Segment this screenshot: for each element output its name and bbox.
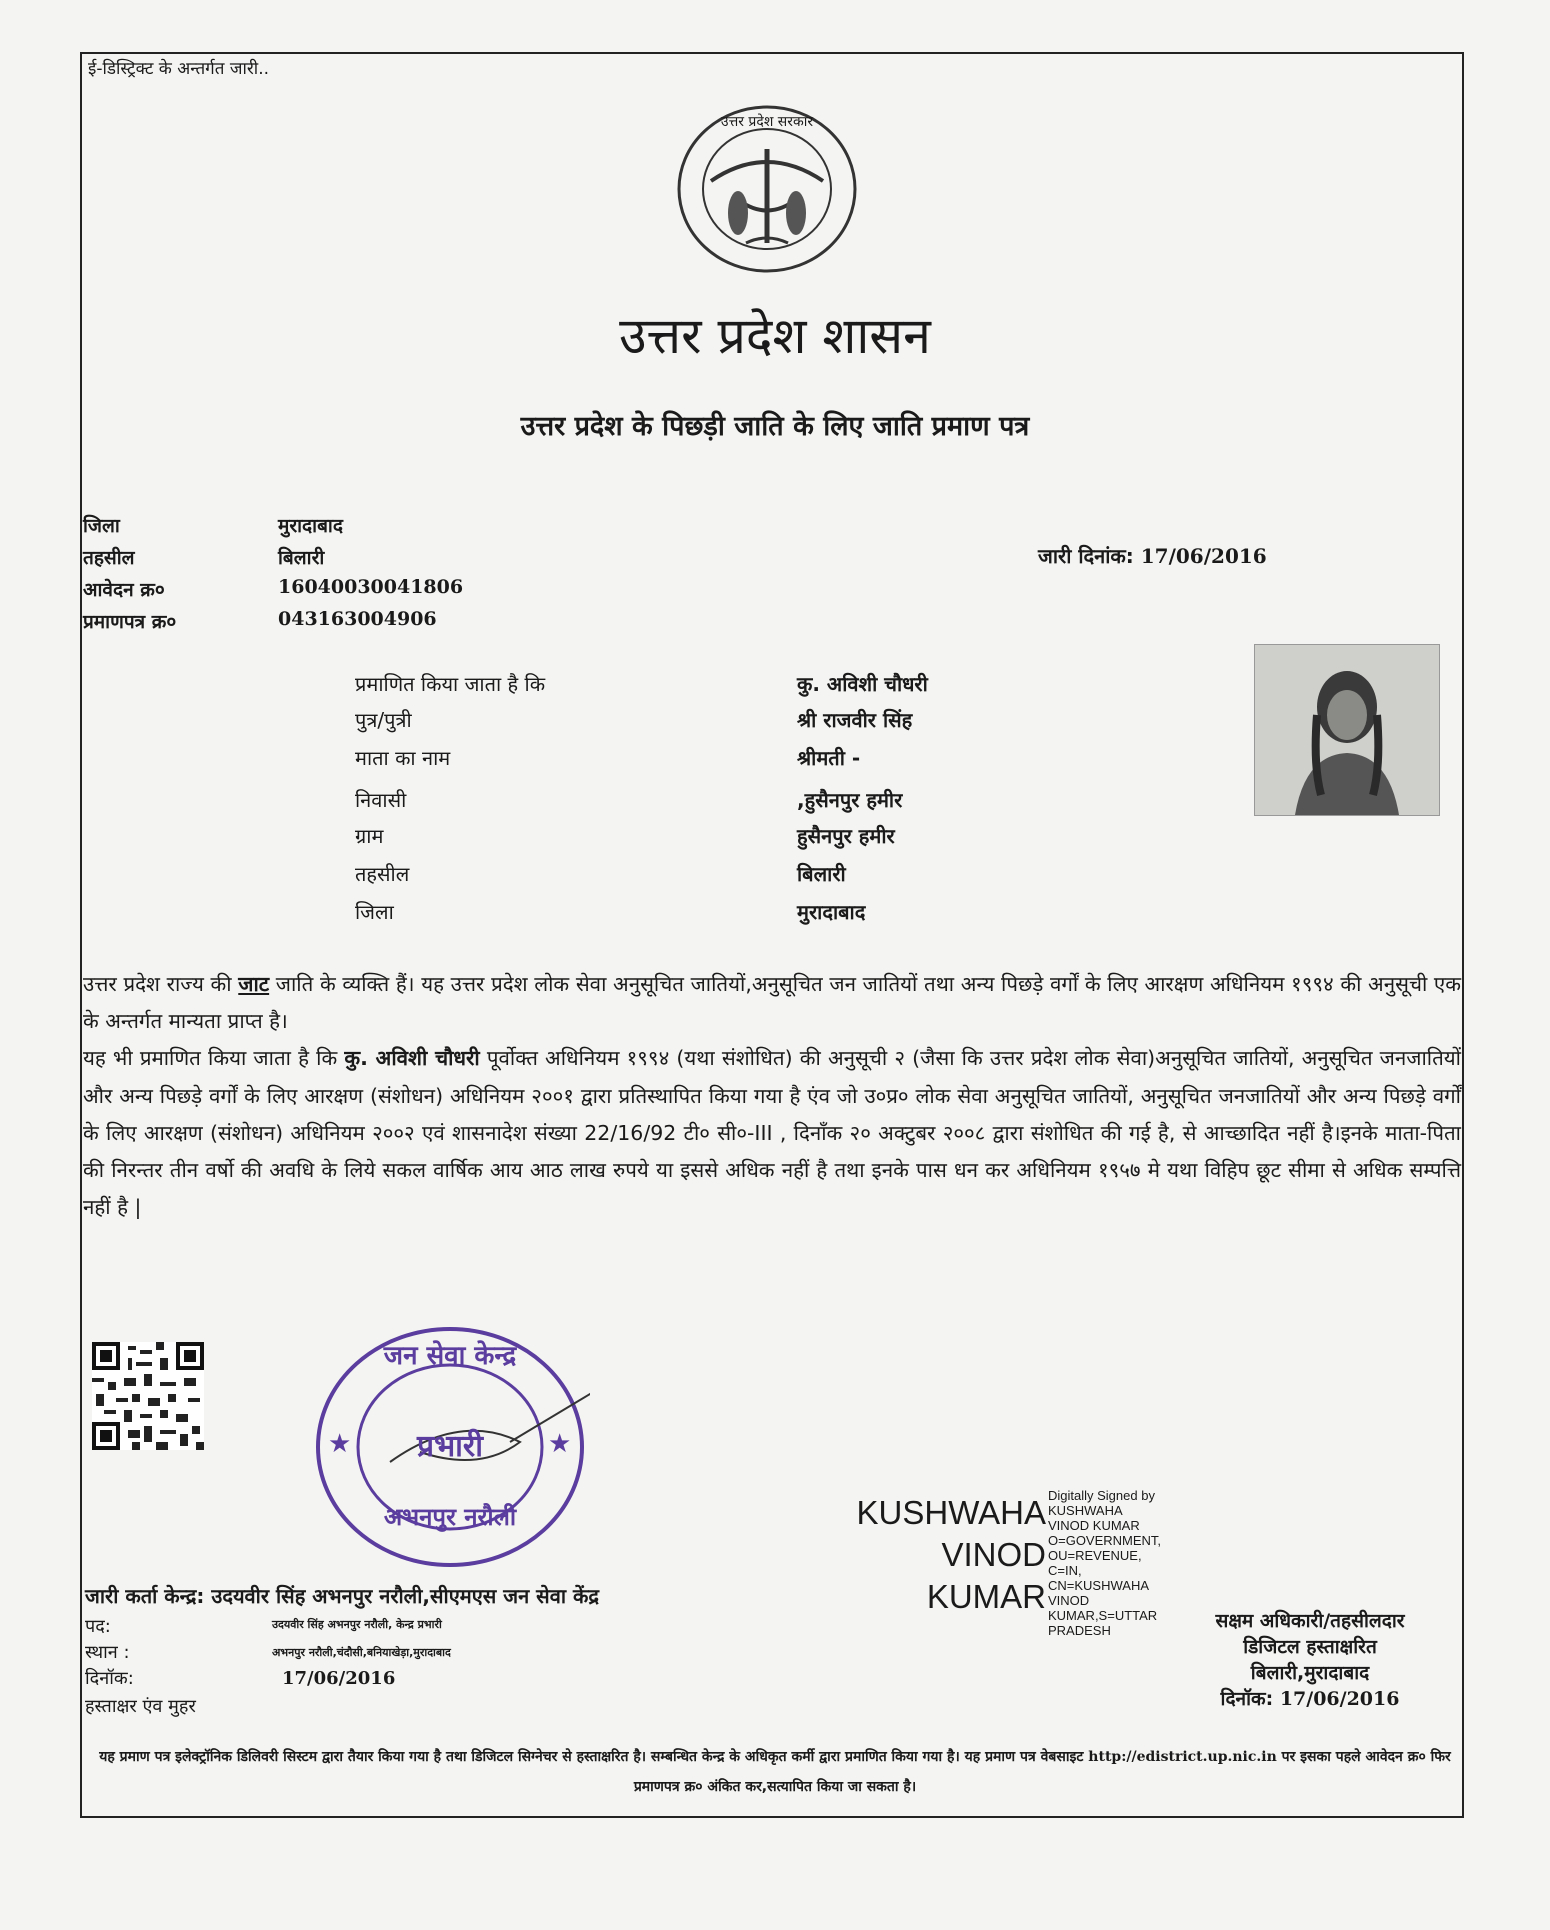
person-district-label: जिला bbox=[355, 900, 394, 924]
digital-sig-line: KUMAR,S=UTTAR bbox=[1048, 1608, 1158, 1623]
place-value: अभनपुर नरौली,चंदौसी,बनियाखेड़ा,मुरादाबाद bbox=[272, 1646, 451, 1659]
competent-authority bbox=[1160, 1608, 1460, 1712]
issue-date-value: 17/06/2016 bbox=[1140, 544, 1267, 568]
district-value: मुरादाबाद bbox=[278, 515, 343, 537]
village-label: ग्राम bbox=[355, 824, 384, 848]
authority-date-label: दिनॉक: bbox=[1220, 1688, 1274, 1710]
post-value: उदयवीर सिंह अभनपुर नरौली, केन्द्र प्रभारी bbox=[272, 1618, 442, 1631]
para1-start: उत्तर प्रदेश राज्य की bbox=[83, 972, 239, 996]
certificate-no-value: 043163004906 bbox=[278, 608, 437, 630]
applicant-photo bbox=[1254, 644, 1440, 816]
svg-text:★: ★ bbox=[548, 1429, 572, 1459]
signer-name-line: VINOD bbox=[941, 1536, 1046, 1573]
creamy-layer-paragraph bbox=[83, 1040, 1461, 1226]
issue-date-label: जारी दिनांक: bbox=[1038, 544, 1134, 568]
person-tehsil-value: बिलारी bbox=[797, 862, 846, 886]
certified-label: प्रमाणित किया जाता है कि bbox=[355, 672, 546, 696]
parent-label: पुत्र/पुत्री bbox=[355, 708, 412, 732]
para2-start: यह भी प्रमाणित किया जाता है कि bbox=[83, 1046, 345, 1071]
issuing-center-label: जारी कर्ता केन्द्र: bbox=[85, 1584, 205, 1608]
applicant-name: कु. अविशी चौधरी bbox=[797, 672, 928, 696]
stamp-bottom-text: अभनपुर नरौली bbox=[383, 1503, 517, 1531]
stamp-center-text: प्रभारी bbox=[417, 1429, 483, 1464]
signature-seal-label: हस्ताक्षर एंव मुहर bbox=[85, 1696, 196, 1717]
caste-name: जाट bbox=[238, 972, 270, 996]
tehsil-label: तहसील bbox=[83, 547, 135, 569]
tehsil-value: बिलारी bbox=[278, 547, 325, 569]
footer-text-start: यह प्रमाण पत्र इलेक्ट्रॉनिक डिलिवरी सिस्टम द्वारा तैयार किया गया है तथा डिजिटल सिग्नेचर से हस्ताक्षरित है। सम्बन्धित केन्द्र के अधिकृत कर्मी द्वारा प्रमाणित किया गया है। यह प्रमाण पत्र वेबसाइट bbox=[99, 1749, 1089, 1765]
mother-name: श्रीमती - bbox=[797, 746, 861, 770]
digital-sig-line: CN=KUSHWAHA bbox=[1048, 1578, 1150, 1593]
person-district-value: मुरादाबाद bbox=[797, 900, 866, 924]
resident-label: निवासी bbox=[355, 788, 407, 812]
issuing-center bbox=[85, 1582, 599, 1609]
para2-applicant-name: कु. अविशी चौधरी bbox=[344, 1046, 480, 1071]
caste-paragraph bbox=[83, 966, 1461, 1040]
digital-sig-line: O=GOVERNMENT, bbox=[1048, 1533, 1162, 1548]
digital-sig-line: VINOD KUMAR bbox=[1048, 1518, 1140, 1533]
header-note: ई-डिस्ट्रिक्ट के अन्तर्गत जारी.. bbox=[88, 59, 270, 79]
issuing-center-value: उदयवीर सिंह अभनपुर नरौली,सीएमएस जन सेवा केंद्र bbox=[211, 1584, 599, 1608]
stamp-top-text: जन सेवा केन्द्र bbox=[383, 1341, 517, 1371]
signer-name bbox=[820, 1492, 1046, 1618]
person-tehsil-label: तहसील bbox=[355, 862, 410, 886]
footer-text-end: पर इसका पहले आवेदन क्र० फिर प्रमाणपत्र क्र० अंकित कर,सत्यापित किया जा सकता है। bbox=[633, 1749, 1451, 1795]
page-title: उत्तर प्रदेश शासन bbox=[619, 307, 931, 365]
authority-signed: डिजिटल हस्ताक्षरित bbox=[1243, 1636, 1377, 1658]
digital-signature-block bbox=[1048, 1488, 1161, 1638]
certificate-no-label: प्रमाणपत्र क्र० bbox=[83, 611, 177, 633]
place-label: स्थान : bbox=[85, 1642, 130, 1663]
digital-sig-line: C=IN, bbox=[1048, 1563, 1082, 1578]
mother-label: माता का नाम bbox=[355, 746, 451, 770]
issuer-date-value: 17/06/2016 bbox=[282, 1668, 396, 1689]
father-name: श्री राजवीर सिंह bbox=[797, 708, 913, 732]
district-label: जिला bbox=[83, 515, 120, 537]
footer-note bbox=[85, 1742, 1465, 1802]
post-label: पद: bbox=[85, 1616, 111, 1637]
signer-name-line: KUMAR bbox=[926, 1578, 1046, 1615]
digital-sig-line: KUSHWAHA bbox=[1048, 1503, 1123, 1518]
certificate-subtitle: उत्तर प्रदेश के पिछड़ी जाति के लिए जाति प्रमाण पत्र bbox=[520, 411, 1030, 442]
para2-end: पूर्वोक्त अधिनियम १९९४ (यथा संशोधित) की अनुसूची २ (जैसा कि उत्तर प्रदेश लोक सेवा)अनुसूचित जातियों, अनुसूचित जनजातियों और अन्य पिछड़े वर्गों के लिए आरक्षण (संशोधन) अधिनियम २००१ द्वारा प्रतिस्थापित किया गया है एंव जो उ०प्र० लोक सेवा अनुसूचित जातियों, अनुसूचित जनजातियों और अन्य पिछड़े वर्गों के लिए आरक्षण (संशोधन) अधिनियम २००२ एवं शासनादेश संख्या 22/16/92 टी० सी०-III , दिनाँक २० अक्टुबर २००८ द्वारा संशोधित की गई है, से आच्छादित नहीं है।इनके माता-पिता की निरन्तर तीन वर्षो की अवधि के लिये सकल वार्षिक आय आठ लाख रुपये या इससे अधिक नहीं है तथा इनके पास धन कर अधिनियम १९५७ मे यथा विहिप छूट सीमा से अधिक सम्पत्ति नहीं है | bbox=[83, 1046, 1461, 1220]
village-value: हुसैनपुर हमीर bbox=[797, 824, 895, 848]
signer-name-line: KUSHWAHA bbox=[856, 1494, 1046, 1531]
authority-title: सक्षम अधिकारी/तहसीलदार bbox=[1215, 1610, 1405, 1632]
qr-code-icon bbox=[92, 1342, 204, 1450]
authority-date-value: 17/06/2016 bbox=[1279, 1688, 1400, 1710]
certificate-body bbox=[83, 966, 1461, 1226]
verification-url: http://edistrict.up.nic.in bbox=[1088, 1749, 1277, 1765]
authority-location: बिलारी,मुरादाबाद bbox=[1250, 1662, 1370, 1684]
para1-end: जाति के व्यक्ति हैं। यह उत्तर प्रदेश लोक सेवा अनुसूचित जातियों,अनुसूचित जन जातियों तथा अन्य पिछड़े वर्गों के लिए आरक्षण अधिनियम १९९४ की अनुसूची एक के अन्तर्गत मान्यता प्राप्त है। bbox=[83, 972, 1462, 1034]
application-no-value: 16040030041806 bbox=[278, 576, 464, 598]
issuer-date-label: दिनॉक: bbox=[85, 1668, 134, 1689]
resident-value: ,हुसैनपुर हमीर bbox=[797, 788, 903, 812]
emblem-label: उत्तर प्रदेश सरकार bbox=[720, 114, 814, 130]
authority-date bbox=[1160, 1686, 1460, 1712]
issue-date bbox=[1038, 542, 1267, 569]
digital-sig-line: Digitally Signed by bbox=[1048, 1488, 1155, 1503]
digital-sig-line: PRADESH bbox=[1048, 1623, 1111, 1638]
svg-text:★: ★ bbox=[328, 1429, 352, 1459]
digital-sig-line: VINOD bbox=[1048, 1593, 1090, 1608]
application-no-label: आवेदन क्र० bbox=[83, 579, 165, 601]
digital-sig-line: OU=REVENUE, bbox=[1048, 1548, 1142, 1563]
